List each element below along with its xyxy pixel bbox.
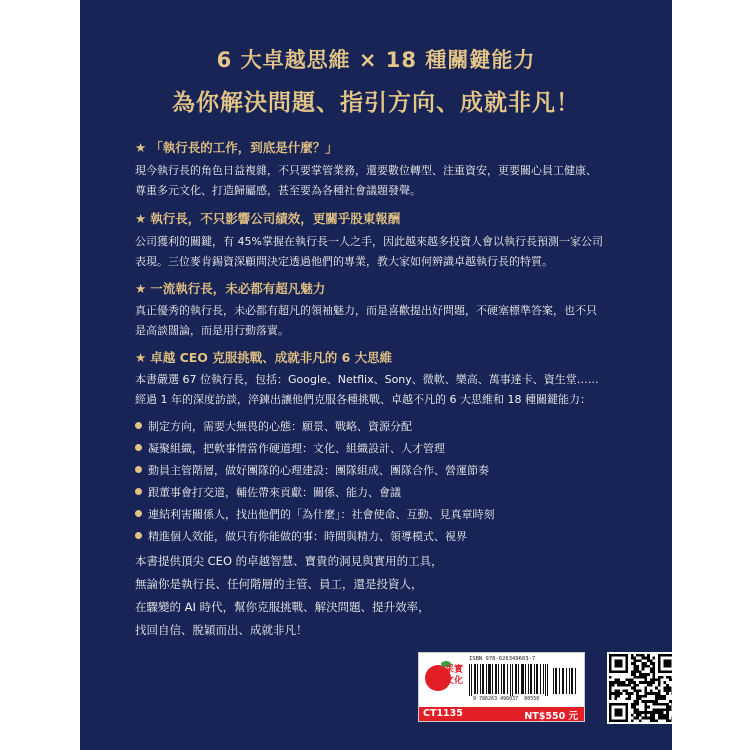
isbn-label: ISBN 978-626349603-7 xyxy=(469,656,536,662)
list-item: 精進個人效能，做只有你能做的事：時間與精力、領導模式、視界 xyxy=(135,528,467,544)
publisher-logo xyxy=(423,659,467,703)
bullet-dot-icon xyxy=(135,510,142,517)
bullet-dot-icon xyxy=(135,466,142,473)
price-barcode-box xyxy=(418,652,585,722)
list-item: 動員主管階層，做好團隊的心理建設：團隊組成、團隊合作、營運節奏 xyxy=(135,462,489,478)
back-cover xyxy=(80,0,672,750)
closing-text: 在驟變的 AI 時代，幫你克服挑戰、解決問題、提升效率， xyxy=(135,600,430,614)
section-title: ★ 執行長，不只影響公司績效，更關乎股東報酬 xyxy=(135,211,401,226)
qr-code-icon xyxy=(609,654,672,722)
section-title: ★ 卓越 CEO 克服挑戰、成就非凡的 6 大思維 xyxy=(135,350,393,365)
barcode-number: 9 786263 496037 00550 xyxy=(473,696,540,702)
bullet-dot-icon xyxy=(135,444,142,451)
star-icon: ★ xyxy=(135,140,147,155)
section-text: 公司獲利的關鍵，有 45%掌握在執行長一人之手，因此越來越多投資人會以執行長預測一家公司 xyxy=(135,235,603,248)
section-text: 現今執行長的角色日益複雜，不只要掌管業務，還要數位轉型、注重資安，更要關心員工健康、 xyxy=(135,164,597,177)
closing-text: 找回自信、脫穎而出、成就非凡！ xyxy=(135,623,308,637)
list-item: 制定方向，需要大無畏的心態：願景、戰略、資源分配 xyxy=(135,418,412,434)
closing-text: 無論你是執行長、任何階層的主管、員工，還是投資人， xyxy=(135,577,423,591)
section-text: 表現。三位麥肯錫資深顧問決定透過他們的專業，教大家如何辨識卓越執行長的特質。 xyxy=(135,255,553,268)
headline-2: 為你解決問題、指引方向、成就非凡！ xyxy=(172,90,580,116)
closing-text: 本書提供頂尖 CEO 的卓越智慧、寶貴的洞見與實用的工具， xyxy=(135,554,443,568)
section-text: 是高談闊論，而是用行動落實。 xyxy=(135,324,289,337)
bullet-dot-icon xyxy=(135,422,142,429)
section-title: ★ 「執行長的工作，到底是什麼？」 xyxy=(135,140,338,155)
bullet-dot-icon xyxy=(135,532,142,539)
price-label: NT$550 元 xyxy=(524,711,578,722)
section-text: 本書嚴選 67 位執行長，包括：Google、Netflix、Sony、微軟、樂高、萬事達卡、資生堂…… xyxy=(135,373,599,386)
section-text: 真正優秀的執行長，未必都有超凡的領袖魅力，而是喜歡提出好問題，不硬塞標準答案，也不只 xyxy=(135,304,597,317)
qr-code xyxy=(607,652,672,724)
list-item: 連結利害關係人，找出他們的「為什麼」：社會使命、互動、見真章時刻 xyxy=(135,506,495,522)
star-icon: ★ xyxy=(135,281,147,296)
publisher-name: 采實文化 xyxy=(445,665,464,686)
section-text: 尊重多元文化、打造歸屬感，甚至要為各種社會議題發聲。 xyxy=(135,184,421,197)
star-icon: ★ xyxy=(135,211,147,226)
section-text: 經過 1 年的深度訪談，淬鍊出讓他們克服各種挑戰、卓越不凡的 6 大思維和 18 種關鍵能力： xyxy=(135,393,591,406)
headline-1: 6 大卓越思維 × 18 種關鍵能力 xyxy=(216,48,536,72)
star-icon: ★ xyxy=(135,350,147,365)
bullet-dot-icon xyxy=(135,488,142,495)
price-bar xyxy=(419,707,584,721)
list-item: 跟董事會打交道，輔佐帶來貢獻：關係、能力、會議 xyxy=(135,484,401,500)
barcode xyxy=(469,664,577,696)
list-item: 凝聚組織，把軟事情當作硬道理：文化、組織設計、人才管理 xyxy=(135,440,445,456)
product-code: CT1135 xyxy=(423,708,463,719)
section-title: ★ 一流執行長，未必都有超凡魅力 xyxy=(135,281,326,296)
